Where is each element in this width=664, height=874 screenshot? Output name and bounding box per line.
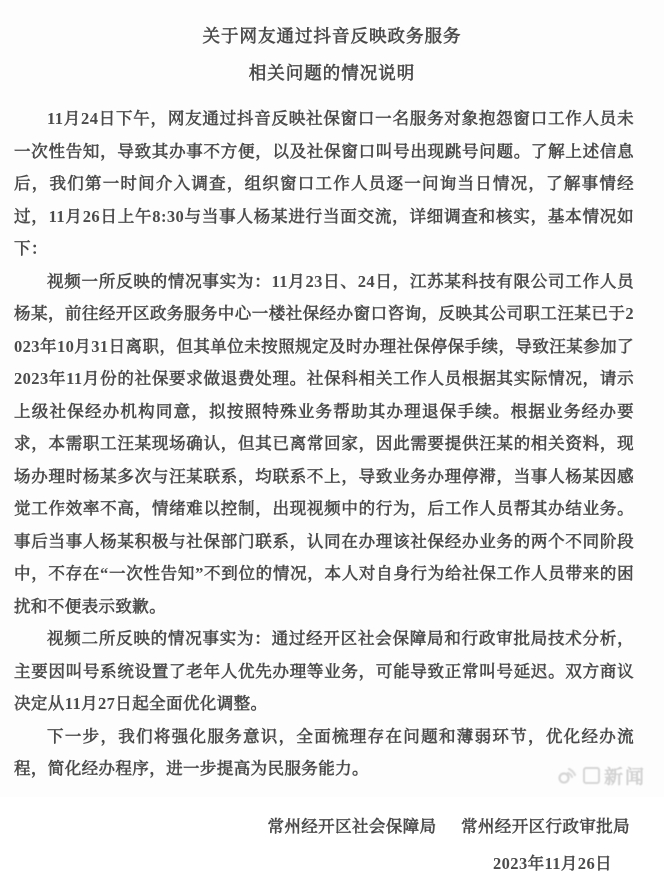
paragraph-video1-facts: 视频一所反映的情况事实为：11月23日、24日，江苏某科技有限公司工作人员杨某，前往经开区政务服务中心一楼社保经办窗口咨询，反映其公司职工汪某已于2023年10月31日离职，但其单位未按照规定及时办理社保停保手续，导致汪某参加了2023年11月份的社保要求做退费处理。社保科相关工作人员根据其实际情况，请示上级社保经办机构同意，拟按照特殊业务帮助其办理退保手续。根据业务经办要求，本需职工汪某现场确认，但其已离常回家，因此需要提供汪某的相关资料，现场办理时杨某多次与汪某联系，均联系不上，导致业务办理停滞，当事人杨某因感觉工作效率不高，情绪难以控制，出现视频中的行为，后工作人员帮其办结业务。事后当事人杨某积极与社保部门联系，认同在办理该社保经办业务的两个不同阶段中，不存在“一次性告知”不到位的情况，本人对自身行为给社保工作人员带来的困扰和不便表示致歉。 [14, 271, 634, 616]
paragraph-video2-facts: 视频二所反映的情况事实为：通过经开区社会保障局和行政审批局技术分析，主要因叫号系统设置了老年人优先办理等业务，可能导致正常叫号延迟。双方商议决定从11月27日起全面优化调整。 [14, 629, 634, 713]
document-body [0, 103, 664, 786]
paragraph-intro: 11月24日下午，网友通过抖音反映社保窗口一名服务对象抱怨窗口工作人员未一次性告知，导致其办事不方便，以及社保窗口叫号出现跳号问题。了解上述信息后，我们第一时间介入调查，组织窗口工作人员逐一问询当日情况，了解事情经过，11月26日上午8:30与当事人杨某进行当面交流，详细调查和核实，基本情况如下： [14, 109, 634, 258]
watermark-label: 新闻 [603, 767, 646, 788]
document-title-line1: 关于网友通过抖音反映政务服务 [202, 26, 462, 46]
signature-org-social-security: 常州经开区社会保障局 [267, 816, 437, 836]
signature-org-admin-approval: 常州经开区行政审批局 [461, 816, 630, 836]
document-title [0, 0, 664, 86]
document-title-line2: 相关问题的情况说明 [248, 63, 416, 83]
document-date: 2023年11月26日 [493, 853, 612, 873]
paragraph-next-steps: 下一步，我们将强化服务意识，全面梳理存在问题和薄弱环节，优化经办流程，简化经办程序，进一步提高为民服务能力。 [14, 726, 634, 778]
signature-line [0, 813, 664, 837]
